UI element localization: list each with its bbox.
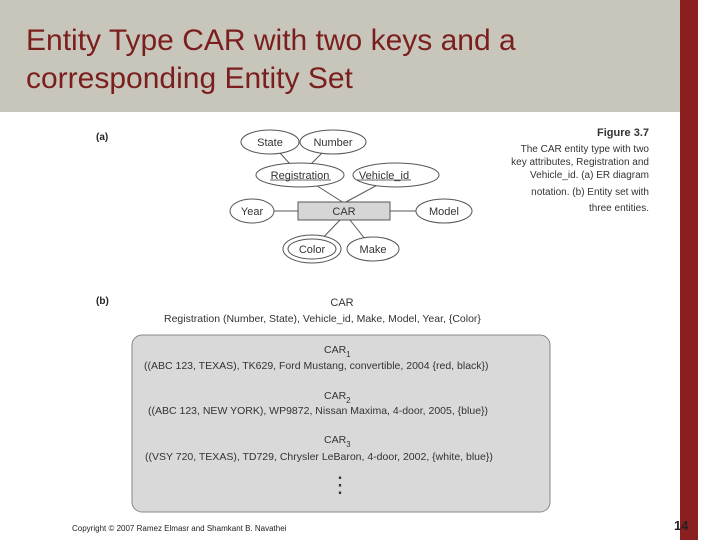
entity-instance-value: ((VSY 720, TEXAS), TD729, Chrysler LeBaron, 4-door, 2002, {white, blue}) bbox=[145, 451, 493, 463]
attr-year-label: Year bbox=[240, 206, 264, 218]
page-number: 14 bbox=[674, 518, 689, 533]
attr-number-label: Number bbox=[313, 137, 353, 149]
attr-vehicle-id-label: Vehicle_id bbox=[358, 170, 410, 182]
attr-registration-label: Registration bbox=[270, 170, 330, 182]
caption-line: The CAR entity type with two bbox=[520, 144, 649, 155]
attr-color-label: Color bbox=[298, 244, 326, 256]
entity-set-schema: Registration (Number, State), Vehicle_id, Make, Model, Year, {Color} bbox=[164, 313, 481, 325]
caption-line: notation. (b) Entity set with bbox=[531, 187, 649, 198]
caption-line: Vehicle_id. (a) ER diagram bbox=[530, 170, 649, 181]
entity-car-label: CAR bbox=[332, 206, 356, 218]
er-attributes bbox=[230, 130, 472, 263]
entity-set-heading: CAR bbox=[330, 297, 354, 309]
er-connectors bbox=[252, 142, 444, 249]
entity-instance-name: $CAR_1$ bbox=[324, 344, 351, 359]
caption-line: three entities. bbox=[588, 203, 649, 214]
entity-instance-subscript: 2 bbox=[346, 396, 351, 405]
entity-instance-subscript: 3 bbox=[346, 440, 351, 449]
slide-title-line-1: Entity Type CAR with two keys and a bbox=[26, 24, 516, 57]
slide-title-line-2: corresponding Entity Set bbox=[26, 62, 353, 95]
entity-instance-value: ((ABC 123, NEW YORK), WP9872, Nissan Maxima, 4-door, 2005, {blue}) bbox=[148, 405, 489, 417]
attr-state-label: State bbox=[257, 137, 283, 149]
figure-caption bbox=[511, 127, 649, 214]
caption-title: Figure 3.7 bbox=[597, 127, 649, 139]
copyright-footer: Copyright © 2007 Ramez Elmasr and Shamkant B. Navathei bbox=[72, 524, 287, 533]
part-a-label: (a) bbox=[96, 132, 109, 143]
ellipsis-icon: ⋮ bbox=[329, 472, 351, 497]
part-b-label: (b) bbox=[96, 296, 109, 307]
attr-model-label: Model bbox=[429, 206, 459, 218]
entity-instance-name: $CAR_2$ bbox=[324, 390, 351, 405]
er-labels bbox=[241, 137, 459, 256]
entity-instance-name: $CAR_3$ bbox=[324, 434, 351, 449]
entity-instance-value: ((ABC 123, TEXAS), TK629, Ford Mustang, convertible, 2004 {red, black}) bbox=[144, 360, 489, 372]
caption-line: key attributes, Registration and bbox=[511, 157, 649, 168]
attr-make-label: Make bbox=[359, 244, 387, 256]
entity-instance-subscript: 1 bbox=[346, 350, 351, 359]
